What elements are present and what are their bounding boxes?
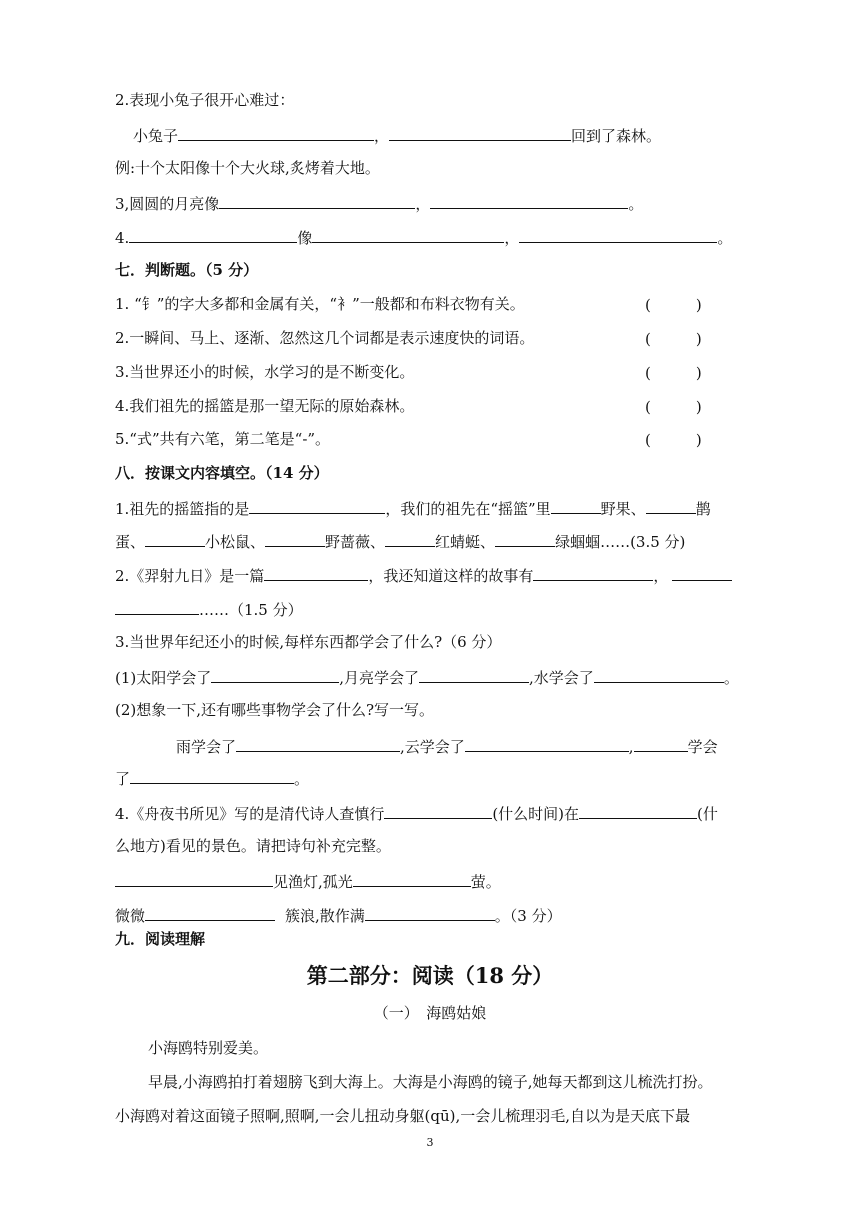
passage-subtitle: （一） 海鸥姑娘 [373,1004,487,1022]
text: ，我还知道这样的故事有 [368,567,534,585]
blank[interactable] [551,497,601,514]
blank[interactable] [145,530,205,547]
blank[interactable] [178,124,374,141]
q8-3-4-line [115,767,309,789]
judge-item: 1. “钅”的字大多都和金属有关，“衤”一般都和布料衣物有关。 [115,295,525,313]
judge-item: 5.“式”共有六笔，第二笔是“-”。 [115,430,331,448]
comma: ， [374,127,390,145]
blank[interactable] [385,530,435,547]
blank[interactable] [365,904,495,921]
text: ， [653,567,669,585]
comma: ， [415,195,431,213]
text: ,云学会了 [400,738,465,756]
q6-3-prefix: 3,圆圆的月亮像 [115,195,220,213]
blank[interactable] [115,870,273,887]
q8-3-2-label: (2)想象一下,还有哪些事物学会了什么?写一写。 [115,701,435,719]
blank[interactable] [533,564,653,581]
q6-4-prefix: 4. [115,229,130,247]
text: 4.《舟夜书所见》写的是清代诗人查慎行 [115,805,385,823]
blank[interactable] [130,767,294,784]
text: 簇浪,散作满 [285,907,365,925]
text: ,水学会了 [529,669,594,687]
blank[interactable] [495,530,555,547]
judge-answer-box[interactable]: ( ) [645,330,702,348]
q8-3-3-line [176,735,718,757]
text: 微微 [115,907,146,925]
blank[interactable] [384,802,492,819]
judge-answer-box[interactable]: ( ) [645,364,702,382]
text: 了 [115,770,131,788]
q6-4-mid: 像 [297,229,313,247]
q6-3-line [115,192,643,214]
q6-2-prefix: 小兔子 [133,127,179,145]
text: 鹊 [695,500,711,518]
q6-4-line [115,226,732,248]
judge-item: 4.我们祖先的摇篮是那一望无际的原始森林。 [115,397,415,415]
text: 雨学会了 [176,738,237,756]
q8-4-line2: 么地方)看见的景色。请把诗句补充完整。 [115,837,391,855]
text: ,月亮学会了 [339,669,420,687]
blank[interactable] [236,735,400,752]
example-sentence: 例:十个太阳像十个大火球,炙烤着大地。 [115,159,380,177]
text: 见渔灯,孤光 [273,873,353,891]
section-7-heading: 七．判断题。（5 分） [115,261,259,279]
judge-item: 3.当世界还小的时候，水学习的是不断变化。 [115,363,415,381]
blank[interactable] [211,666,339,683]
passage-paragraph-cont: 小海鸥对着这面镜子照啊,照啊,一会儿扭动身躯(qū),一会儿梳理羽毛,自以为是天底下最 [115,1107,691,1125]
text: 蛋、 [115,533,146,551]
blank[interactable] [219,192,415,209]
blank[interactable] [594,666,724,683]
q8-2-line2 [115,598,303,620]
q6-2-fill-line [133,124,661,146]
q8-4-line1 [115,802,718,824]
blank[interactable] [579,802,697,819]
q8-2-line1 [115,564,732,586]
period: 。 [717,229,733,247]
comma: ， [504,229,520,247]
text: 2.《羿射九日》是一篇 [115,567,265,585]
passage-paragraph: 早晨,小海鸥拍打着翅膀飞到大海上。大海是小海鸥的镜子,她每天都到这儿梳洗打扮。 [148,1073,713,1091]
text: 。 [723,669,739,687]
text: ，我们的祖先在“摇篮”里 [385,500,551,518]
blank[interactable] [672,564,732,581]
text: 。（3 分） [494,907,562,925]
text: 绿蝈蝈……(3.5 分) [555,533,686,551]
judge-item: 2.一瞬间、马上、逐渐、忽然这几个词都是表示速度快的词语。 [115,329,535,347]
text: 野蔷薇、 [325,533,386,551]
judge-answer-box[interactable]: ( ) [645,398,702,416]
q8-3-label: 3.当世界年纪还小的时候,每样东西都学会了什么?（6 分） [115,633,502,651]
text: 红蜻蜓、 [435,533,496,551]
passage-paragraph: 小海鸥特别爱美。 [148,1039,269,1057]
blank[interactable] [430,192,628,209]
blank[interactable] [115,598,199,615]
blank[interactable] [419,666,529,683]
blank[interactable] [389,124,571,141]
blank[interactable] [353,870,471,887]
page-number: 3 [426,1136,434,1149]
q8-4-line3 [115,870,501,892]
text: , [628,738,634,756]
q8-1-line1 [115,497,711,519]
section-8-heading: 八．按课文内容填空。（14 分） [115,464,329,482]
section-9-heading: 九．阅读理解 [115,930,206,948]
blank[interactable] [465,735,629,752]
blank[interactable] [265,530,325,547]
text: (什么时间)在 [492,805,580,823]
blank[interactable] [519,226,717,243]
blank[interactable] [145,904,275,921]
period: 。 [628,195,644,213]
blank[interactable] [646,497,696,514]
q8-3-1-line [115,666,739,688]
q6-2-suffix: 回到了森林。 [571,127,662,145]
text: ……（1.5 分） [199,601,303,619]
blank[interactable] [312,226,504,243]
blank[interactable] [249,497,385,514]
judge-answer-box[interactable]: ( ) [645,431,702,449]
q8-1-line2 [115,530,685,552]
q6-2-label: 2.表现小兔子很开心难过： [115,91,295,109]
judge-answer-box[interactable]: ( ) [645,296,702,314]
text: 1.祖先的摇篮指的是 [115,500,250,518]
text: (1)太阳学会了 [115,669,212,687]
part-2-title: 第二部分：阅读（18 分） [306,963,554,988]
text: 学会 [687,738,718,756]
text: 野果、 [600,500,646,518]
q8-4-line4 [115,904,562,926]
blank[interactable] [264,564,368,581]
text: 。 [294,770,310,788]
blank[interactable] [129,226,297,243]
text: 萤。 [470,873,501,891]
blank[interactable] [634,735,688,752]
text: (什 [697,805,718,823]
text: 小松鼠、 [205,533,266,551]
